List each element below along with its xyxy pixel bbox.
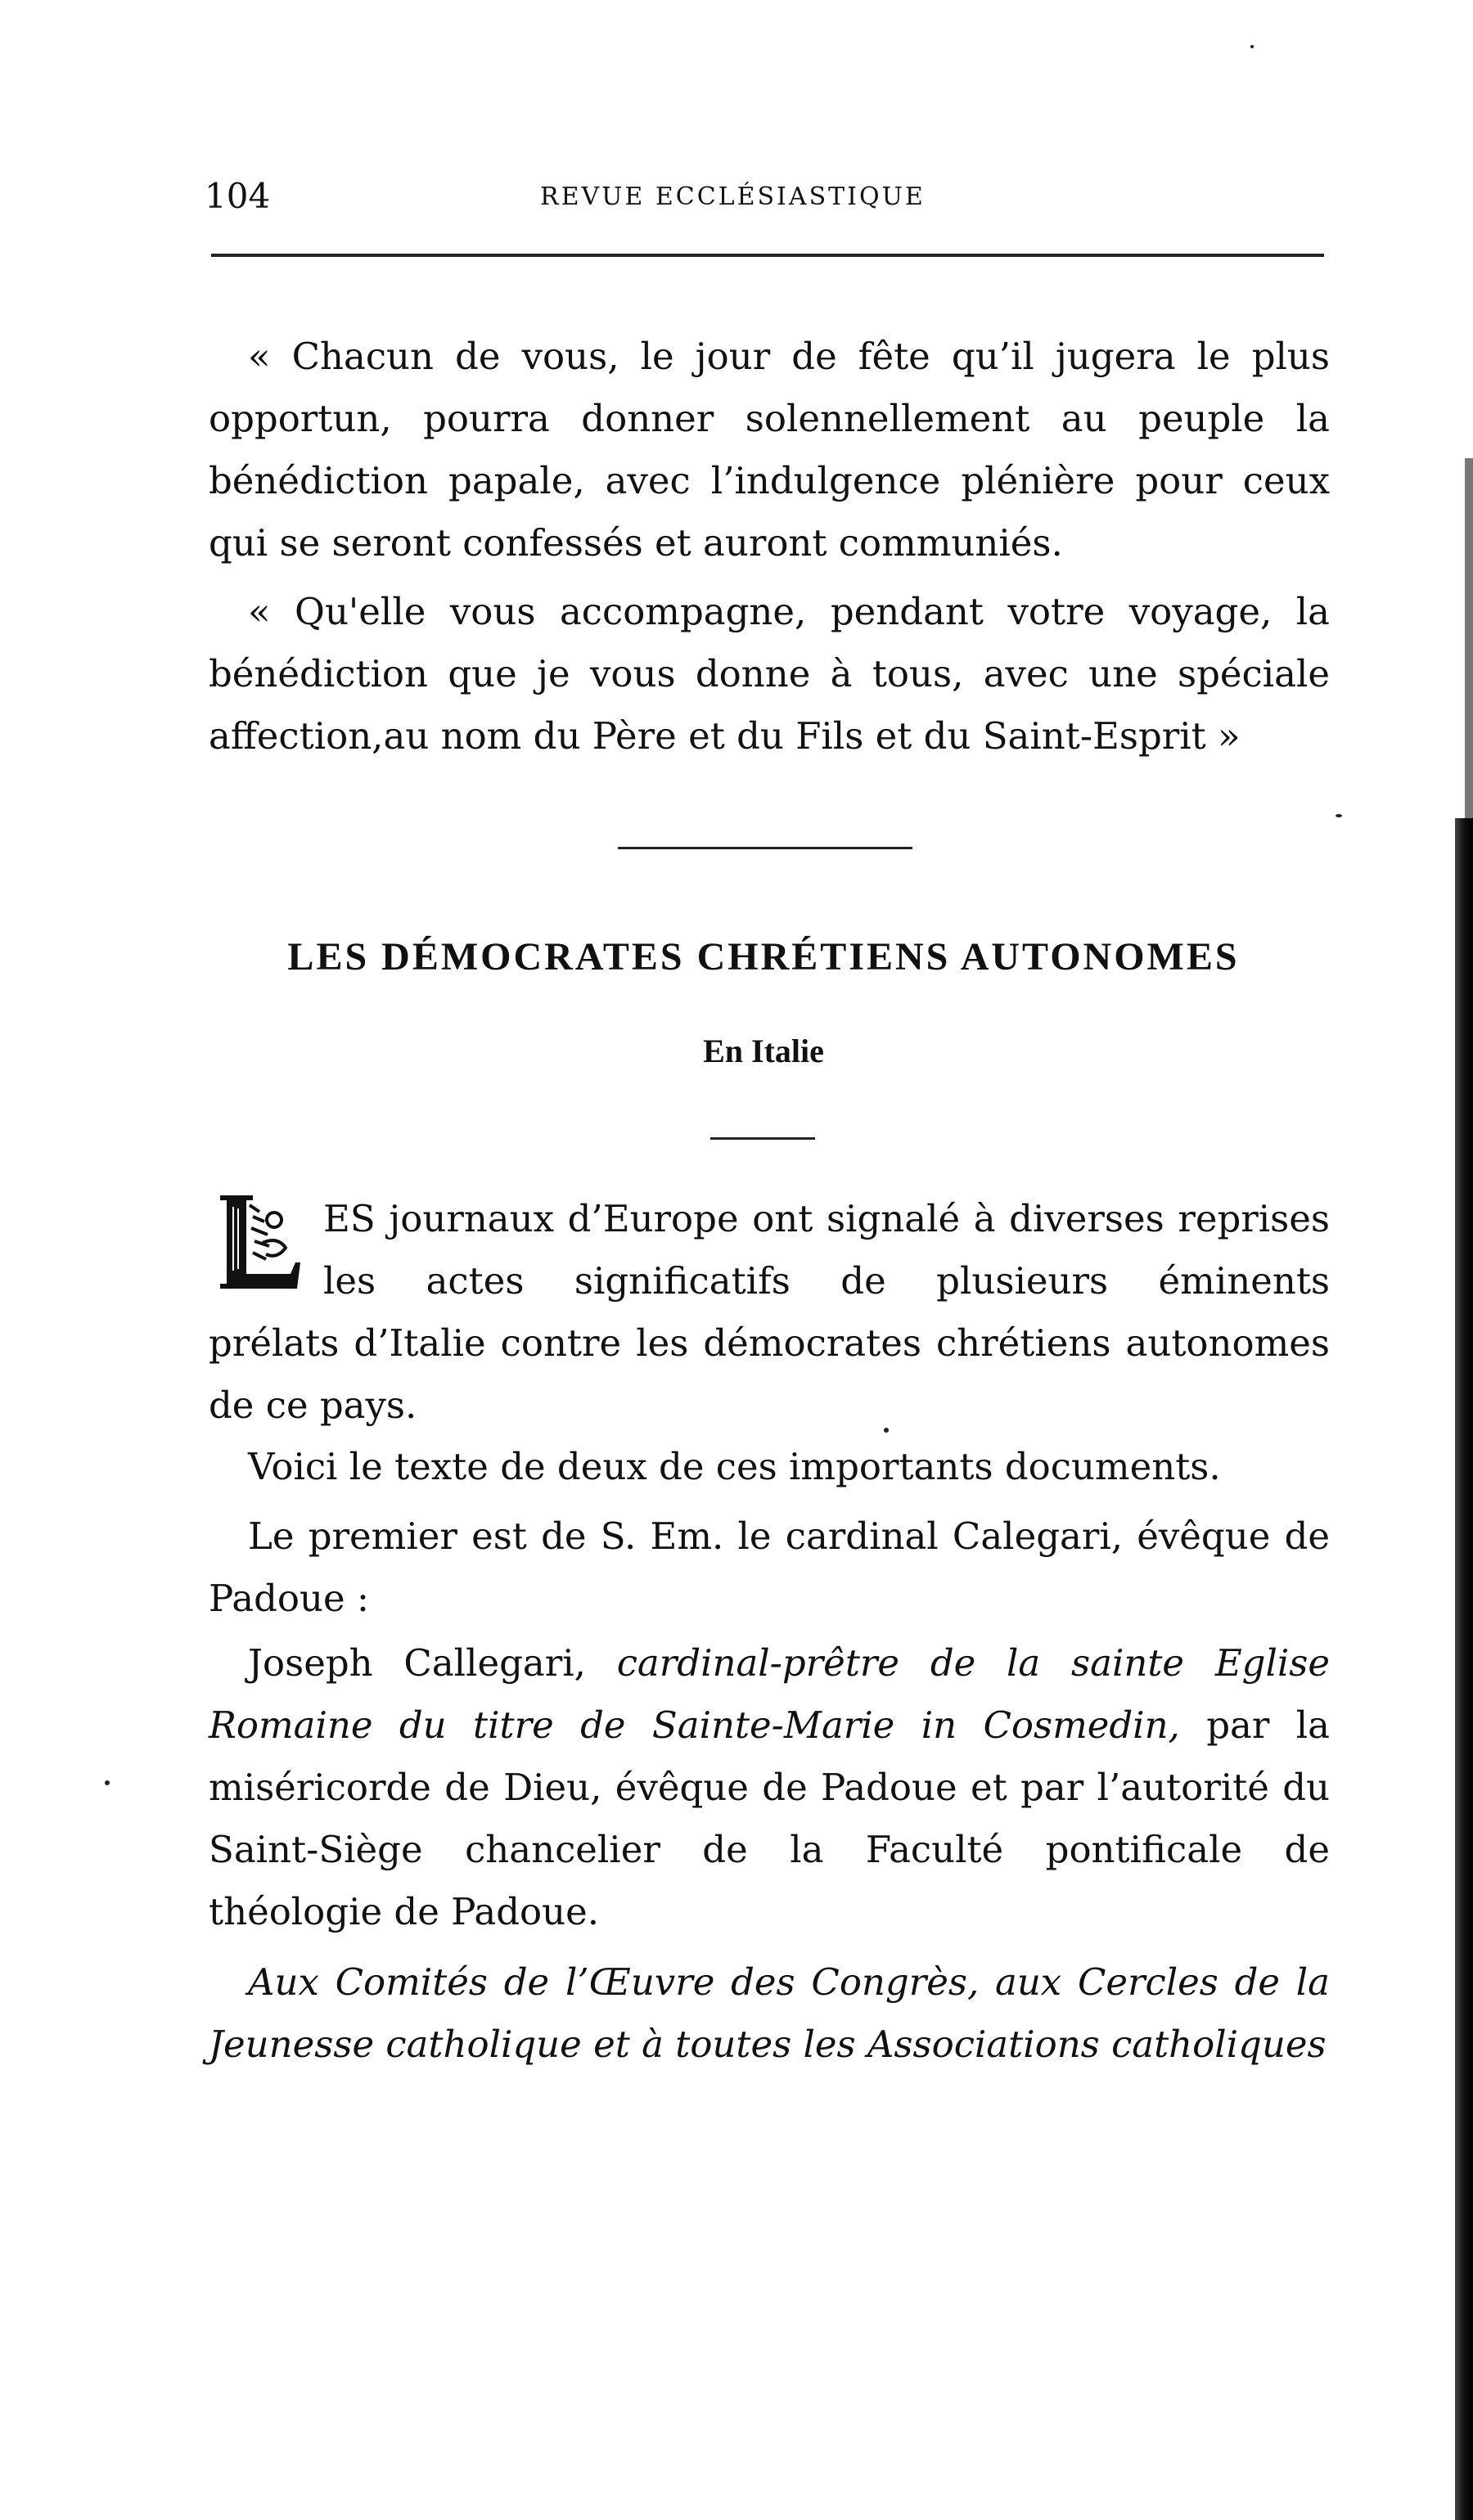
section-divider bbox=[618, 847, 912, 849]
paragraph-callegari bbox=[209, 1632, 1330, 1943]
speck bbox=[1250, 45, 1254, 48]
article-subtitle: En Italie bbox=[703, 1033, 824, 1069]
header-rule bbox=[211, 254, 1324, 257]
page-number: 104 bbox=[205, 176, 271, 216]
callegari-name: Joseph Callegari, bbox=[248, 1641, 617, 1685]
speck bbox=[105, 1780, 110, 1785]
running-title: REVUE ECCLÉSIASTIQUE bbox=[540, 182, 926, 211]
callegari-title: cardinal-prêtre de la sainte Eglise Romaine du titre de Sainte-Marie in Cosmedin, bbox=[209, 1641, 1330, 1747]
intro-continuation: prélats d’Italie contre les démocrates chrétiens autonomes de ce pays. bbox=[209, 1321, 1330, 1427]
intro-first-lines: ES journaux d’Europe ont signalé à diverses reprises les actes significatifs de plusieurs éminents bbox=[323, 1197, 1330, 1303]
subtitle-rule bbox=[710, 1137, 815, 1140]
page-edge-shadow-top bbox=[1465, 458, 1473, 818]
address-line: Aux Comités de l’Œuvre des Congrès, aux Cercles de la Jeunesse catholique et à toutes les Associations catholiques bbox=[209, 1960, 1330, 2066]
quote-paragraph-2: « Qu'elle vous accompagne, pendant votre voyage, la bénédiction que je vous donne à tous, avec une spéciale affection,au nom du Père et du Fils et du Saint-Esprit » bbox=[209, 590, 1330, 758]
running-head bbox=[205, 172, 1326, 221]
quote-paragraph-1: « Chacun de vous, le jour de fête qu’il jugera le plus opportun, pourra donner solennellement au peuple la bénédiction papale, avec l’indulgence plénière pour ceux qui se seront confessés et auront communiés. bbox=[209, 335, 1330, 565]
paragraph-first-document: Le premier est de S. Em. le cardinal Calegari, évêque de Padoue : bbox=[209, 1514, 1330, 1620]
speck bbox=[1336, 814, 1342, 817]
paragraph-documents: Voici le texte de deux de ces importants documents. bbox=[248, 1445, 1221, 1488]
drop-cap-ornament bbox=[209, 1189, 305, 1294]
page-edge-shadow bbox=[1455, 818, 1473, 2520]
callegari-rest: par la miséricorde de Dieu, évêque de Padoue et par l’autorité du Saint-Siège chancelier de la Faculté pontificale de théologie de Padoue. bbox=[209, 1703, 1330, 1933]
speck bbox=[884, 1428, 889, 1433]
drop-cap bbox=[209, 1189, 305, 1294]
article-title: LES DÉMOCRATES CHRÉTIENS AUTONOMES bbox=[287, 935, 1240, 979]
